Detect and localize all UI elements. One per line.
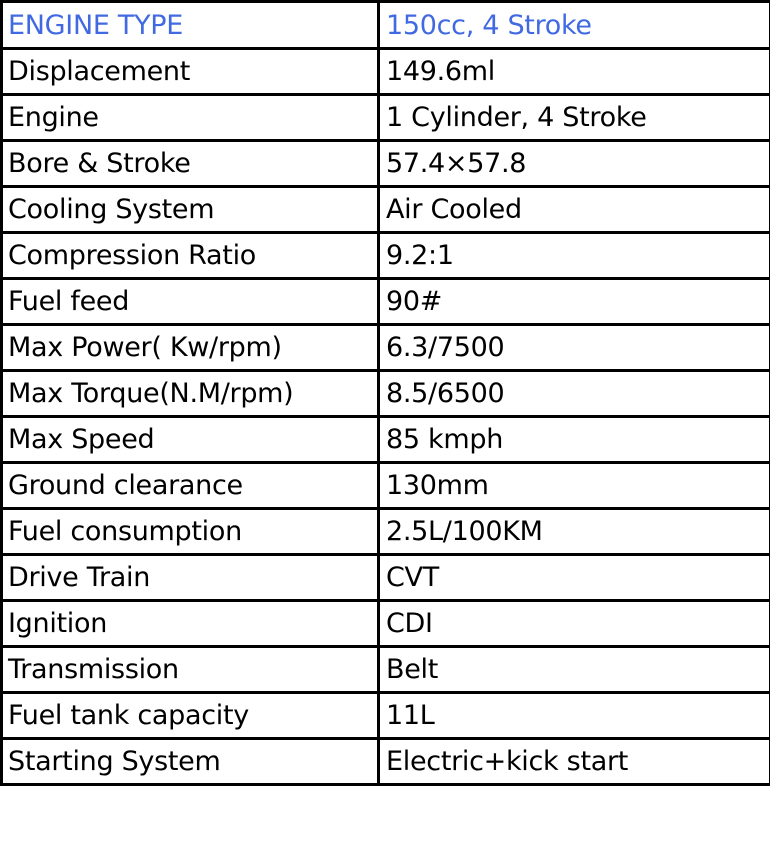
spec-label: Fuel feed [2, 279, 379, 325]
spec-row [2, 49, 770, 95]
spec-value: 6.3/7500 [379, 325, 770, 371]
spec-label: Fuel tank capacity [2, 693, 379, 739]
spec-row [2, 739, 770, 785]
spec-row [2, 601, 770, 647]
spec-label: Transmission [2, 647, 379, 693]
header-row [2, 2, 770, 49]
spec-value: 149.6ml [379, 49, 770, 95]
spec-value: 90# [379, 279, 770, 325]
spec-value: 9.2:1 [379, 233, 770, 279]
spec-label: Fuel consumption [2, 509, 379, 555]
spec-row [2, 141, 770, 187]
spec-row [2, 463, 770, 509]
spec-row [2, 187, 770, 233]
spec-value: 130mm [379, 463, 770, 509]
spec-value: CDI [379, 601, 770, 647]
spec-row [2, 509, 770, 555]
header-value: 150cc, 4 Stroke [379, 2, 770, 49]
spec-value: 8.5/6500 [379, 371, 770, 417]
spec-row [2, 417, 770, 463]
spec-value: 57.4×57.8 [379, 141, 770, 187]
spec-label: Drive Train [2, 555, 379, 601]
spec-label: Max Power( Kw/rpm) [2, 325, 379, 371]
spec-row [2, 279, 770, 325]
spec-value: Belt [379, 647, 770, 693]
spec-value: Air Cooled [379, 187, 770, 233]
spec-row [2, 693, 770, 739]
header-label: ENGINE TYPE [2, 2, 379, 49]
spec-label: Max Torque(N.M/rpm) [2, 371, 379, 417]
spec-value: 11L [379, 693, 770, 739]
spec-value: 85 kmph [379, 417, 770, 463]
spec-value: 2.5L/100KM [379, 509, 770, 555]
spec-row [2, 555, 770, 601]
spec-label: Bore & Stroke [2, 141, 379, 187]
spec-label: Starting System [2, 739, 379, 785]
spec-row [2, 647, 770, 693]
spec-label: Ground clearance [2, 463, 379, 509]
spec-label: Compression Ratio [2, 233, 379, 279]
spec-value: Electric+kick start [379, 739, 770, 785]
spec-label: Displacement [2, 49, 379, 95]
spec-label: Max Speed [2, 417, 379, 463]
spec-row [2, 233, 770, 279]
spec-label: Ignition [2, 601, 379, 647]
spec-row [2, 325, 770, 371]
spec-label: Engine [2, 95, 379, 141]
spec-row [2, 371, 770, 417]
spec-table-body [2, 2, 770, 785]
spec-row [2, 95, 770, 141]
spec-label: Cooling System [2, 187, 379, 233]
spec-value: 1 Cylinder, 4 Stroke [379, 95, 770, 141]
spec-value: CVT [379, 555, 770, 601]
